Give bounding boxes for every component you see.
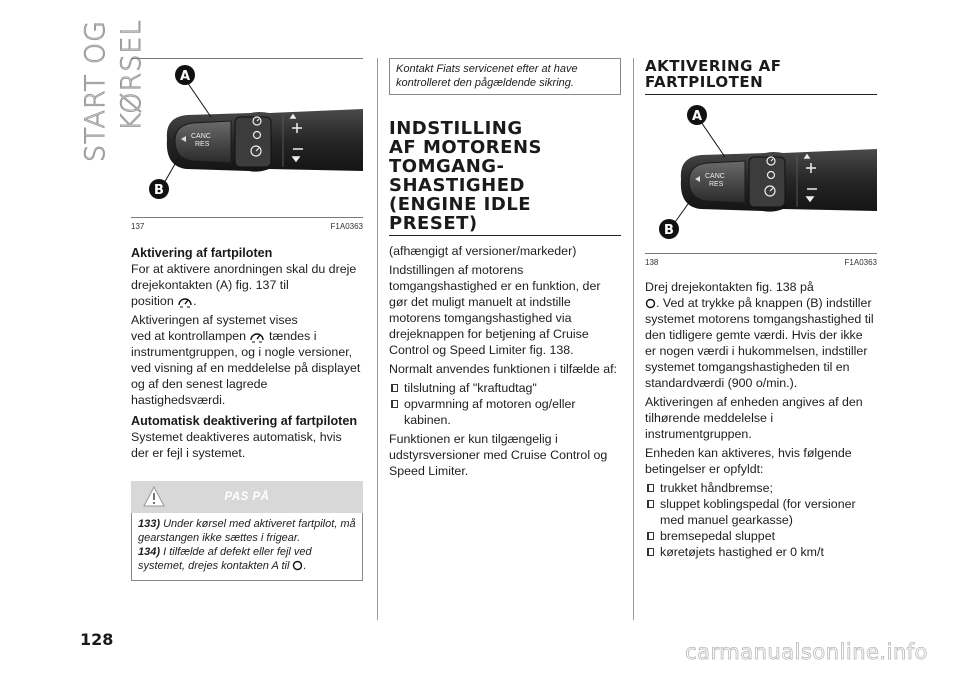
callout-a: A (691, 109, 703, 124)
figure-code: F1A0363 (844, 258, 877, 267)
heading-auto-deactivation: Automatisk deaktivering af fartpiloten (131, 414, 358, 428)
warning-item: 133) Under kørsel med aktiveret fartpilot, må gearstangen ikke sættes i frigear. (138, 518, 356, 544)
cruise-control-icon (177, 295, 193, 308)
paragraph: Systemet deaktiveres automatisk, hvis der er fejl i systemet. (131, 430, 342, 460)
column-divider (377, 58, 378, 620)
section-title: START OG KØRSEL (80, 20, 147, 163)
heading-activation: Aktivering af fartpiloten (131, 246, 273, 260)
canc-label: CANC (705, 173, 725, 180)
bullet-box-icon (391, 384, 398, 392)
figure-number: 137 (131, 222, 145, 231)
column-divider (633, 58, 634, 620)
cruise-control-icon (249, 330, 265, 343)
figure-caption (645, 254, 877, 267)
lever-illustration (131, 59, 363, 215)
paragraph: Funktionen er kun tilgængelig i udstyrsversioner med Cruise Control og Speed Limiter. (389, 432, 608, 478)
figure-code: F1A0363 (330, 222, 363, 231)
bullet-box-icon (391, 400, 398, 408)
figure-caption (131, 218, 363, 231)
paragraph: For at aktivere anordningen skal du dreje drejekontakten (A) fig. 137 til position . (131, 262, 357, 308)
warning-item: 134) I tilfælde af defekt eller fejl ved systemet, drejes kontakten A til . (138, 546, 312, 572)
canc-label: CANC (191, 133, 211, 140)
res-label: RES (709, 181, 724, 188)
warning-box (131, 481, 363, 581)
column-3 (645, 58, 877, 560)
figure-138 (645, 97, 877, 254)
list-item: tilslutning af "kraftudtag" (389, 380, 621, 396)
bullet-box-icon (647, 548, 654, 556)
section-heading: INDSTILLING AF MOTORENS TOMGANG- SHASTIGHED (ENGINE IDLE PRESET) (389, 119, 621, 236)
note-text: Kontakt Fiats servicenet efter at have kontrolleret den pågældende sikring. (396, 63, 578, 89)
column-2 (389, 58, 621, 482)
warning-triangle-icon (143, 486, 165, 507)
list-item: opvarmning af motoren og/eller kabinen. (389, 396, 621, 428)
paragraph: Aktiveringen af enheden angives af den tilhørende meddelelse i instrumentgruppen. (645, 395, 863, 441)
lever-illustration (645, 97, 877, 253)
column-1 (131, 58, 363, 581)
paragraph: Enheden kan aktiveres, hvis følgende betingelser er opfyldt: (645, 446, 852, 476)
section-heading: AKTIVERING AF FARTPILOTEN (645, 58, 877, 95)
list-item: sluppet koblingspedal (for versioner med manuel gearkasse) (645, 496, 877, 528)
list-item: køretøjets hastighed er 0 km/t (645, 544, 877, 560)
list-item: trukket håndbremse; (645, 480, 877, 496)
warning-title: PAS PÅ (224, 491, 270, 503)
bullet-box-icon (647, 532, 654, 540)
ring-icon (292, 560, 303, 571)
page-number: 128 (80, 630, 114, 649)
list-item: bremsepedal sluppet (645, 528, 877, 544)
paragraph: Normalt anvendes funktionen i tilfælde af: (389, 362, 617, 376)
note-box (389, 58, 621, 95)
figure-number: 138 (645, 258, 659, 267)
callout-b: B (664, 223, 674, 238)
callout-a: A (179, 69, 191, 84)
callout-b: B (154, 183, 164, 198)
bullet-box-icon (647, 484, 654, 492)
paragraph: (afhængigt af versioner/markeder) (389, 244, 577, 258)
figure-137 (131, 58, 363, 218)
ring-icon (645, 298, 656, 309)
paragraph: Aktiveringen af systemet vises ved at kontrollampen tændes i instrumentgruppen, og i nogle versioner, ved visning af en meddelelse på displayet og af den senest lagrede hastighedsværdi. (131, 313, 361, 407)
res-label: RES (195, 141, 210, 148)
paragraph: Drej drejekontakten fig. 138 på . Ved at trykke på knappen (B) indstiller systemet motorens tomgangshastighed til den tidligere gemte værdi. Hvis der ikke er nogen værdi i hukommelsen, indstiller systemet tomgangshastigheden til en standardværdi (900 o/min.). (645, 280, 874, 390)
paragraph: Indstillingen af motorens tomgangshastighed er en funktion, der gør det muligt manuelt at indstille motorens tomgangshastighed via drejeknappen for betjening af Cruise Control og Speed Limiter fig. 138. (389, 263, 601, 357)
watermark: carmanualsonline.info (685, 640, 928, 664)
bullet-box-icon (647, 500, 654, 508)
